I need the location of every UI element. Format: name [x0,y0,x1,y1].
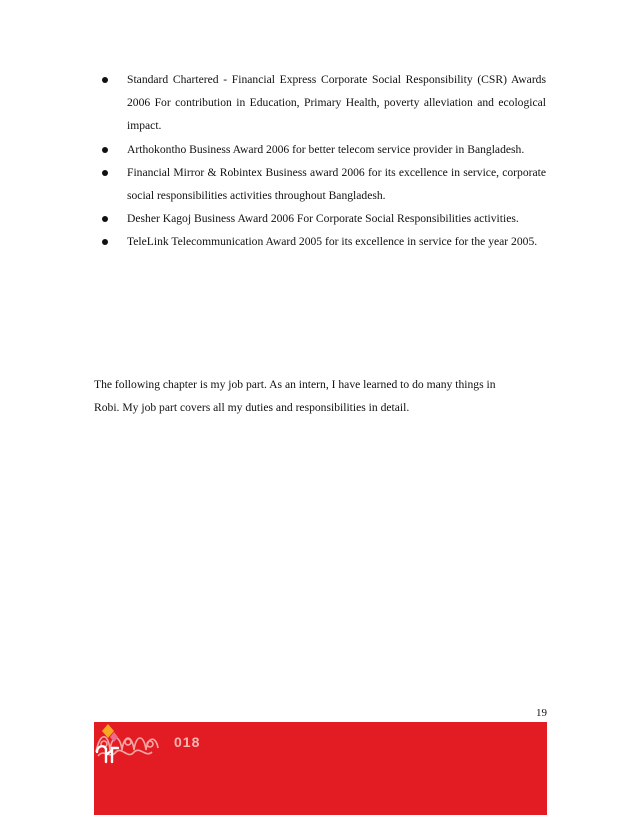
bullet-icon [102,239,108,245]
list-item [98,161,546,207]
footer-code: 018 [174,734,201,750]
robi-logo-icon [94,722,120,766]
list-item [98,207,546,230]
footer-banner [94,722,547,815]
award-text: Standard Chartered - Financial Express Corporate Social Responsibility (CSR) Awards 2006 For contribution in Education, Primary Health, poverty alleviation and ecological impact. [127,73,546,133]
list-item [98,138,546,161]
bullet-icon [102,216,108,222]
award-text: TeleLink Telecommunication Award 2005 for its excellence in service for the year 2005. [127,235,538,249]
award-text: Arthokontho Business Award 2006 for better telecom service provider in Bangladesh. [127,142,525,156]
body-paragraph [94,373,546,419]
award-text: Desher Kagoj Business Award 2006 For Corporate Social Responsibilities activities. [127,212,519,226]
bullet-icon [102,147,108,153]
paragraph-line: The following chapter is my job part. As an intern, I have learned to do many things in [94,378,496,391]
paragraph-line: Robi. My job part covers all my duties and responsibilities in detail. [94,401,410,415]
bullet-icon [102,170,108,176]
award-text: Financial Mirror & Robintex Business award 2006 for its excellence in service, corporate social responsibilities activities throughout Bangladesh. [127,165,546,203]
list-item [98,230,546,253]
awards-list [98,68,546,254]
bullet-icon [102,77,108,83]
list-item [98,68,546,138]
page-number: 19 [536,707,547,719]
